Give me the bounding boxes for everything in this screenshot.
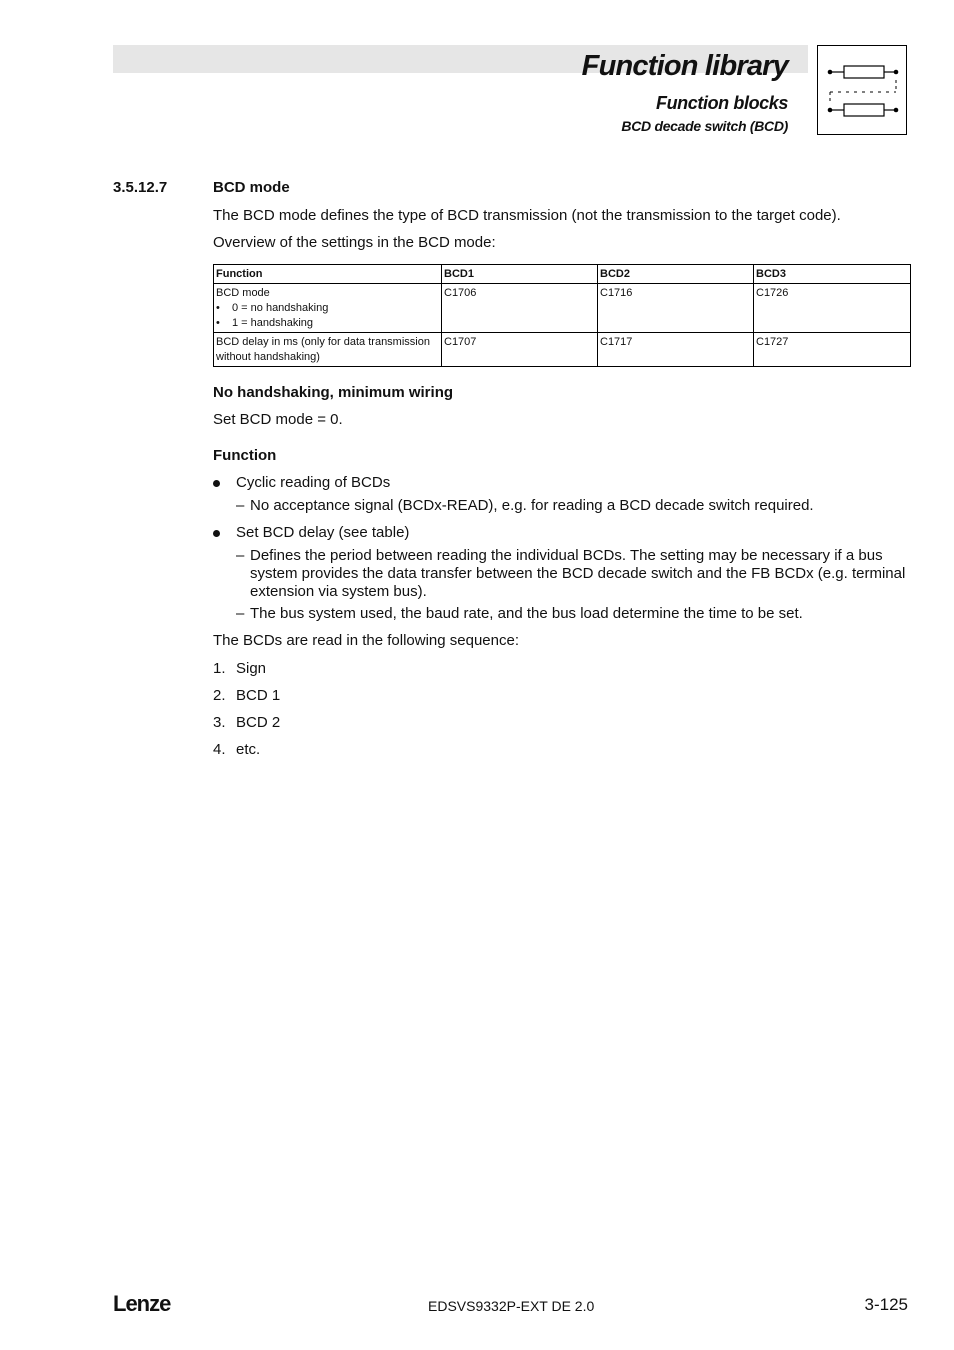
- lenze-logo: Lenze: [113, 1291, 171, 1316]
- table-cell: C1727: [754, 333, 911, 367]
- sequence-list: [213, 660, 910, 759]
- settings-table: [213, 264, 911, 367]
- list-item: [213, 660, 910, 678]
- list-item-text: Cyclic reading of BCDs: [236, 474, 391, 491]
- cell-bullet: [216, 301, 439, 316]
- overview-paragraph: Overview of the settings in the BCD mode:: [213, 234, 496, 251]
- dash-icon: –: [236, 497, 245, 514]
- list-item-text: BCD 2: [236, 714, 281, 731]
- table-header-cell: Function: [214, 265, 442, 284]
- document-code: EDSVS9332P-EXT DE 2.0: [428, 1298, 595, 1314]
- list-number: 1.: [213, 660, 226, 677]
- bullet-text: 1 = handshaking: [232, 317, 314, 329]
- list-item-text: Set BCD delay (see table): [236, 524, 410, 541]
- sub-list: [236, 547, 910, 623]
- chapter-subtitle: Function blocks: [655, 93, 788, 113]
- no-handshaking-text: Set BCD mode = 0.: [213, 411, 343, 428]
- bullet-icon: •: [216, 302, 220, 314]
- page-title: Function library: [581, 50, 788, 82]
- bullet-icon: [213, 480, 220, 487]
- function-block-icon: [817, 45, 907, 135]
- sub-list-text: No acceptance signal (BCDx-READ), e.g. for reading a BCD decade switch required.: [250, 497, 814, 514]
- sub-list-text: The bus system used, the baud rate, and the bus load determine the time to be set.: [250, 605, 803, 622]
- list-number: 3.: [213, 714, 226, 731]
- table-header-cell: BCD1: [442, 265, 598, 284]
- table-cell: BCD delay in ms (only for data transmission without handshaking): [214, 333, 442, 367]
- table-cell: C1717: [598, 333, 754, 367]
- table-cell: C1706: [442, 284, 598, 333]
- list-item: [213, 524, 910, 623]
- sequence-intro: The BCDs are read in the following sequence:: [213, 632, 520, 649]
- list-number: 2.: [213, 687, 226, 704]
- function-heading: Function: [213, 447, 277, 464]
- table-row: [214, 284, 911, 333]
- list-item: [213, 741, 910, 759]
- table-header-row: [214, 265, 911, 284]
- table-row: [214, 333, 911, 367]
- sub-list: [236, 497, 910, 515]
- table-header-cell: BCD2: [598, 265, 754, 284]
- intro-paragraph: The BCD mode defines the type of BCD transmission (not the transmission to the target code).: [213, 207, 841, 224]
- bullet-icon: [213, 530, 220, 537]
- list-item-text: etc.: [236, 741, 261, 758]
- dash-icon: –: [236, 547, 245, 564]
- section-heading: BCD mode: [213, 179, 290, 196]
- sub-list-text: Defines the period between reading the individual BCDs. The setting may be necessary if a bus system provides the data transfer between the BCD decade switch and the FB BCDx (e.g. terminal extension via system bus).: [250, 547, 906, 600]
- list-item: [213, 474, 910, 515]
- table-cell: [214, 284, 442, 333]
- list-item-text: Sign: [236, 660, 267, 677]
- main-content: [213, 179, 910, 759]
- table-header-cell: BCD3: [754, 265, 911, 284]
- list-item: [213, 714, 910, 732]
- bullet-icon: •: [216, 317, 220, 329]
- list-number: 4.: [213, 741, 226, 758]
- section-subtitle: BCD decade switch (BCD): [621, 118, 788, 134]
- sub-list-item: [236, 497, 910, 515]
- cell-title: BCD mode: [216, 287, 270, 299]
- list-item: [213, 687, 910, 705]
- dash-icon: –: [236, 605, 245, 622]
- section-number: 3.5.12.7: [113, 179, 168, 196]
- sub-list-item: [236, 547, 910, 601]
- list-item-text: BCD 1: [236, 687, 281, 704]
- function-list: [213, 474, 910, 623]
- no-handshaking-heading: No handshaking, minimum wiring: [213, 384, 454, 401]
- page-number: 3-125: [864, 1295, 908, 1314]
- table-cell: C1726: [754, 284, 911, 333]
- bullet-text: 0 = no handshaking: [232, 302, 329, 314]
- table-cell: C1716: [598, 284, 754, 333]
- sub-list-item: [236, 605, 910, 623]
- table-cell: C1707: [442, 333, 598, 367]
- function-block-diagram-icon: [818, 46, 906, 134]
- cell-bullet: [216, 316, 439, 331]
